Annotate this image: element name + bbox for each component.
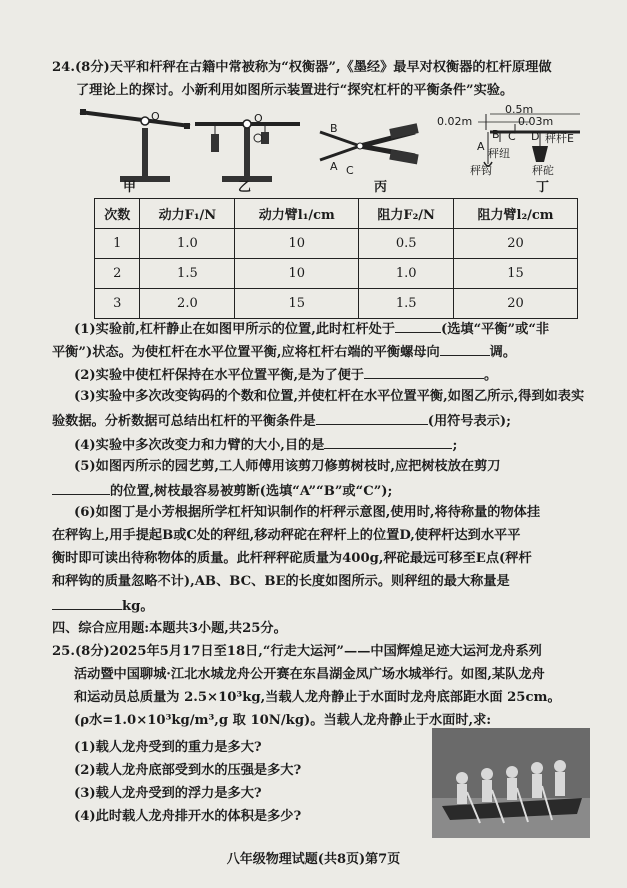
text-segment: (1)实验前,杠杆静止在如图甲所示的位置,此时杠杆处于 xyxy=(74,322,395,337)
q24-part2 xyxy=(74,364,497,385)
answer-blank[interactable] xyxy=(52,595,122,610)
text-segment: (4)实验中多次改变力和力臂的大小,目的是 xyxy=(74,438,325,453)
table-header: 次数 xyxy=(95,199,140,229)
label-scissors-a: A xyxy=(330,160,338,173)
label-steelyard-hook: 秤钩 xyxy=(470,164,492,177)
q25-line-2: 活动暨中国聊城·江北水城龙舟公开赛在东昌湖金凤广场水城举行。如图,某队龙舟 xyxy=(74,667,545,682)
q24-line-1: 24.(8分)天平和杆秤在古籍中常被称为“权衡器”,《墨经》最早对权衡器的杠杆原理做 xyxy=(52,60,552,75)
text-segment: 的位置,树枝最容易被剪断(选填“A”“B”或“C”); xyxy=(110,484,393,499)
lever-data-table xyxy=(94,198,578,319)
answer-blank[interactable] xyxy=(440,341,490,356)
q24-part5-line2 xyxy=(52,480,392,501)
page-footer: 八年级物理试题(共8页)第7页 xyxy=(226,852,401,867)
table-cell: 15 xyxy=(454,259,578,289)
table-cell: 1 xyxy=(95,229,140,259)
table-header: 阻力F₂/N xyxy=(359,199,454,229)
table-header: 动力F₁/N xyxy=(140,199,235,229)
dragon-boat-photo xyxy=(432,728,590,838)
table-cell: 2.0 xyxy=(140,289,235,319)
text-segment: ; xyxy=(452,438,458,453)
text-segment: (选填“平衡”或“非 xyxy=(440,322,550,337)
table-cell: 10 xyxy=(235,229,359,259)
label-steelyard-d: D xyxy=(531,130,540,143)
label-0-5m: 0.5m xyxy=(505,103,534,116)
table-header: 动力臂l₁/cm xyxy=(235,199,359,229)
table-cell: 15 xyxy=(235,289,359,319)
q24-part3-line1: (3)实验中多次改变钩码的个数和位置,并使杠杆在水平位置平衡,如图乙所示,得到如表实 xyxy=(74,389,585,404)
table-cell: 0.5 xyxy=(359,229,454,259)
table-cell: 10 xyxy=(235,259,359,289)
q24-line-2: 了理论上的探讨。小新利用如图所示装置进行“探究杠杆的平衡条件”实验。 xyxy=(76,83,514,98)
answer-blank[interactable] xyxy=(316,410,428,425)
caption-jia: 甲 xyxy=(123,180,137,195)
caption-ding: 丁 xyxy=(536,180,550,195)
label-steelyard-a: A xyxy=(477,140,485,153)
table-cell: 2 xyxy=(95,259,140,289)
caption-yi: 乙 xyxy=(238,180,252,195)
q24-part3-line2 xyxy=(52,410,511,431)
section-4-heading: 四、综合应用题:本题共3小题,共25分。 xyxy=(52,621,287,636)
answer-blank[interactable] xyxy=(364,364,484,379)
label-steelyard-weight: 秤砣 xyxy=(532,164,554,177)
q25-question-2: (2)载人龙舟底部受到水的压强是多大? xyxy=(74,763,302,778)
text-segment: 验数据。分析数据可总结出杠杆的平衡条件是 xyxy=(52,414,316,429)
q24-part5-line1: (5)如图丙所示的园艺剪,工人师傅用该剪刀修剪树枝时,应把树枝放在剪刀 xyxy=(74,459,501,474)
q24-part4 xyxy=(74,434,457,455)
label-0-03m: 0.03m xyxy=(518,115,554,128)
q25-line-3: 和运动员总质量为 2.5×10³kg,当载人龙舟静止于水面时龙舟底部距水面 25cm。 xyxy=(74,690,561,705)
caption-bing: 丙 xyxy=(374,180,388,195)
table-header-row xyxy=(95,199,578,229)
q24-part6-line4: 和秤钩的质量忽略不计),AB、BC、BE的长度如图所示。则秤纽的最大称量是 xyxy=(52,574,510,589)
text-segment: 调。 xyxy=(489,345,517,360)
q25-question-1: (1)载人龙舟受到的重力是多大? xyxy=(74,740,262,755)
label-steelyard-c: C xyxy=(508,130,516,143)
text-segment: 平衡”)状态。为使杠杆在水平位置平衡,应将杠杆右端的平衡螺母向 xyxy=(52,345,440,360)
figure-jia-lever xyxy=(80,109,190,182)
table-cell: 3 xyxy=(95,289,140,319)
answer-blank[interactable] xyxy=(395,318,441,333)
q25-line-1: 25.(8分)2025年5月17日至18日,“行走大运河”——中国辉煌足迹大运河龙舟系列 xyxy=(52,644,542,659)
dragon-boat-illustration xyxy=(432,728,590,838)
label-o-jia: O xyxy=(151,110,160,123)
table-row xyxy=(95,289,578,319)
q25-line-4: (ρ水=1.0×10³kg/m³,g 取 10N/kg)。当载人龙舟静止于水面时,求: xyxy=(74,713,492,728)
text-segment: (用符号表示); xyxy=(427,414,512,429)
q24-part6-line1: (6)如图丁是小芳根据所学杠杆知识制作的杆秤示意图,使用时,将待称量的物体挂 xyxy=(74,505,541,520)
table-cell: 1.5 xyxy=(140,259,235,289)
label-steelyard-knob: 秤纽 xyxy=(488,147,510,160)
q25-question-4: (4)此时载人龙舟排开水的体积是多少? xyxy=(74,809,302,824)
answer-blank[interactable] xyxy=(52,480,110,495)
table-cell: 1.0 xyxy=(359,259,454,289)
answer-blank[interactable] xyxy=(324,434,452,449)
q25-question-3: (3)载人龙舟受到的浮力是多大? xyxy=(74,786,262,801)
text-segment: (2)实验中使杠杆保持在水平位置平衡,是为了便于 xyxy=(74,368,364,383)
table-row xyxy=(95,259,578,289)
q24-part1-line1 xyxy=(74,318,549,339)
text-segment: 。 xyxy=(484,368,498,383)
table-cell: 20 xyxy=(454,289,578,319)
label-scissors-b: B xyxy=(330,122,338,135)
label-scissors-c: C xyxy=(346,164,354,177)
text-segment: kg。 xyxy=(122,599,154,614)
q24-part6-line5 xyxy=(52,595,154,616)
table-cell: 1.0 xyxy=(140,229,235,259)
label-o-yi: O xyxy=(254,112,263,125)
q24-part1-line2 xyxy=(52,341,516,362)
label-steelyard-rod: 秤杆E xyxy=(545,132,574,145)
table-cell: 20 xyxy=(454,229,578,259)
q24-part6-line3: 衡时即可读出待称物体的质量。此杆秤秤砣质量为400g,秤砣最远可移至E点(秤杆 xyxy=(52,551,532,566)
figure-yi-lever xyxy=(195,120,300,182)
q24-part6-line2: 在秤钩上,用手提起B或C处的秤纽,移动秤砣在秤杆上的位置D,使秤杆达到水平平 xyxy=(52,528,521,543)
table-row xyxy=(95,229,578,259)
label-0-02m: 0.02m xyxy=(437,115,473,128)
table-header: 阻力臂l₂/cm xyxy=(454,199,578,229)
label-steelyard-b: B xyxy=(492,128,500,141)
table-cell: 1.5 xyxy=(359,289,454,319)
